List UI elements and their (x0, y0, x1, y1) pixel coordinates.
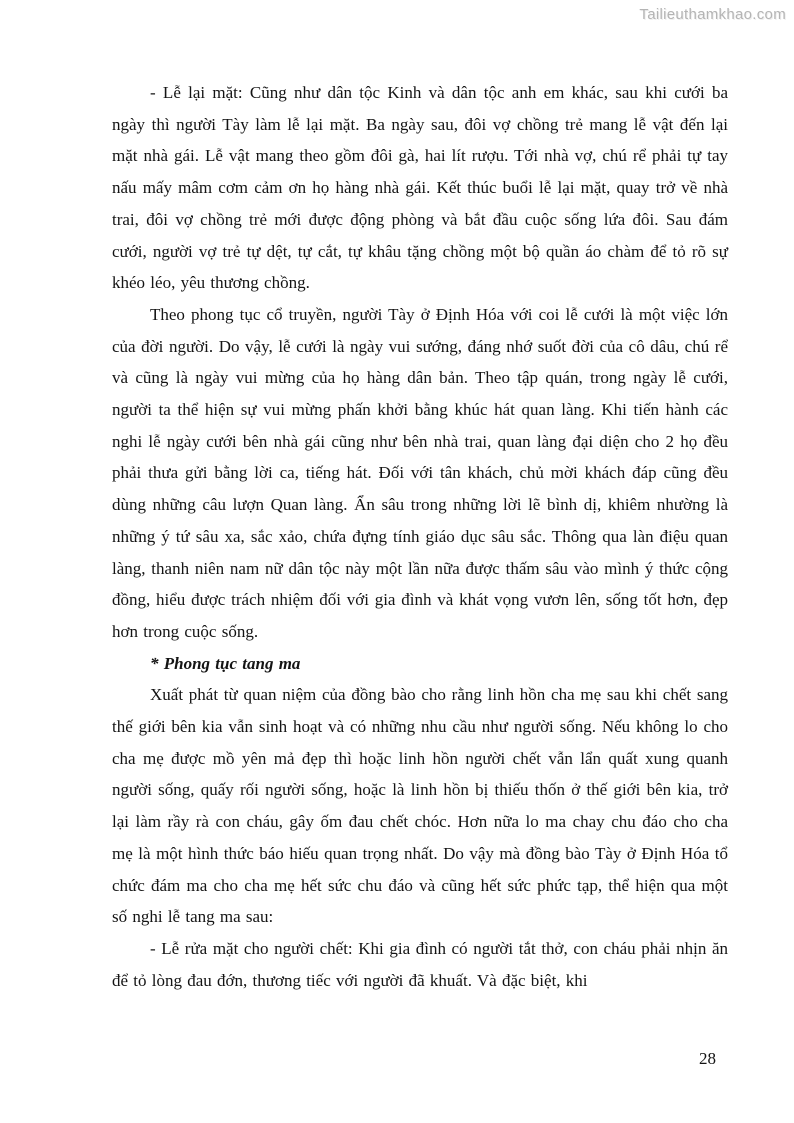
section-heading-phong-tuc-tang-ma: * Phong tục tang ma (150, 653, 301, 673)
paragraph-phong-tuc-cuoi: Theo phong tục cổ truyền, người Tày ở Định Hóa với coi lễ cưới là một việc lớn của đời người. Do vậy, lễ cưới là ngày vui sướng, đáng nhớ suốt đời của cô dâu, chú rể và cũng là ngày vui mừng của họ hàng dân bản. Theo tập quán, trong ngày lễ cưới, người ta thể hiện sự vui mừng phấn khởi bằng khúc hát quan làng. Khi tiến hành các nghi lễ ngày cưới bên nhà gái cũng như bên nhà trai, quan làng đại diện cho 2 họ đều phải thưa gửi bằng lời ca, tiếng hát. Đối với tân khách, chủ mời khách đáp cũng đều dùng những câu lượn Quan làng. Ẩn sâu trong những lời lẽ bình dị, khiêm nhường là những ý tứ sâu xa, sắc xảo, chứa đựng tính giáo dục sâu sắc. Thông qua làn điệu quan làng, thanh niên nam nữ dân tộc này một lần nữa được thấm sâu vào mình ý thức cộng đồng, hiểu được trách nhiệm đối với gia đình và khát vọng vươn lên, sống tốt hơn, đẹp hơn trong cuộc sống. (112, 304, 728, 641)
document-body (112, 77, 728, 996)
watermark-text: Tailieuthamkhao.com (639, 6, 786, 23)
paragraph-le-rua-mat: - Lễ rửa mặt cho người chết: Khi gia đình có người tắt thở, con cháu phải nhịn ăn để tỏ lòng đau đớn, thương tiếc với người đã khuất. Và đặc biệt, khi (112, 938, 728, 990)
paragraph-tang-ma-intro: Xuất phát từ quan niệm của đồng bào cho rằng linh hồn cha mẹ sau khi chết sang thế giới bên kia vẫn sinh hoạt và có những nhu cầu như người sống. Nếu không lo cho cha mẹ được mồ yên mả đẹp thì hoặc linh hồn người chết vẫn lẩn quất xung quanh người sống, quấy rối người sống, hoặc là linh hồn bị thiếu thốn ở thế giới bên kia, trở lại làm rầy rà con cháu, gây ốm đau chết chóc. Hơn nữa lo ma chay chu đáo cho cha mẹ là một hình thức báo hiếu quan trọng nhất. Do vậy mà đồng bào Tày ở Định Hóa tổ chức đám ma cho cha mẹ hết sức chu đáo và cũng hết sức phức tạp, thể hiện qua một số nghi lễ tang ma sau: (112, 685, 728, 927)
page-number: 28 (699, 1049, 716, 1068)
paragraph-le-lai-mat: - Lễ lại mặt: Cũng như dân tộc Kinh và dân tộc anh em khác, sau khi cưới ba ngày thì người Tày làm lễ lại mặt. Ba ngày sau, đôi vợ chồng trẻ mang lễ vật đến lại mặt nhà gái. Lễ vật mang theo gồm đôi gà, hai lít rượu. Tới nhà vợ, chú rể phải tự tay nấu mấy mâm cơm cảm ơn họ hàng nhà gái. Kết thúc buổi lễ lại mặt, quay trở về nhà trai, đôi vợ chồng trẻ mới được động phòng và bắt đầu cuộc sống lứa đôi. Sau đám cưới, người vợ trẻ tự dệt, tự cắt, tự khâu tặng chồng một bộ quần áo chàm để tỏ rõ sự khéo léo, yêu thương chồng. (112, 83, 728, 293)
